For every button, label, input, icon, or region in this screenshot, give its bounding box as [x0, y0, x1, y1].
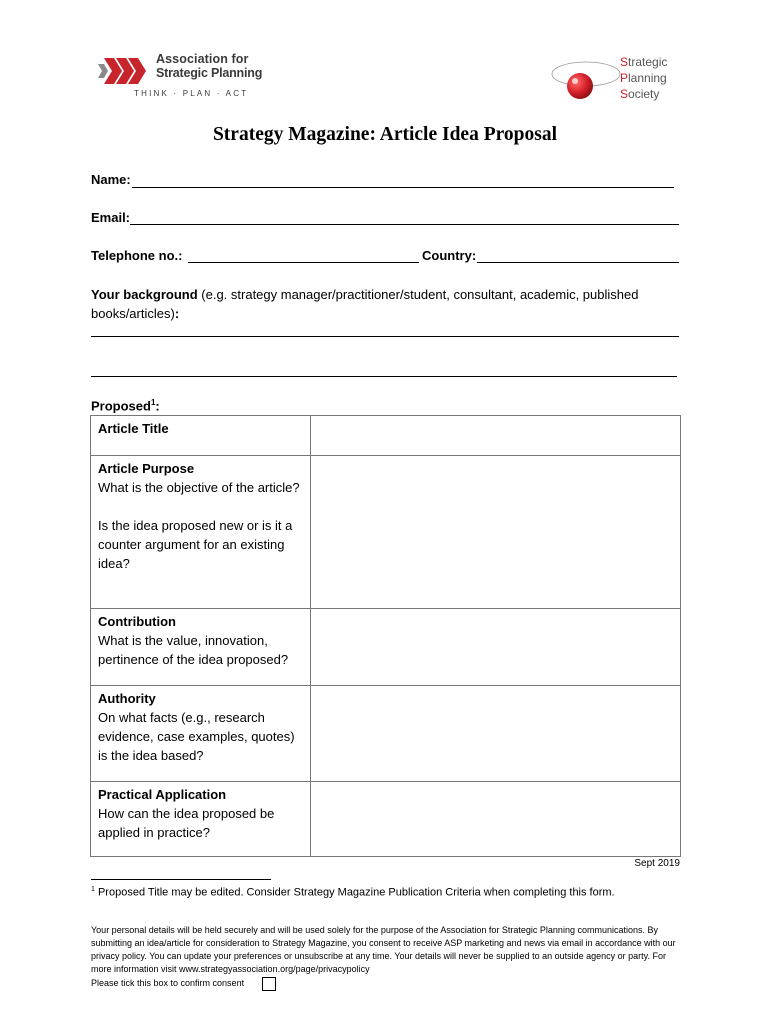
- table-row: [91, 416, 681, 456]
- consent-label: Please tick this box to confirm consent: [91, 978, 245, 988]
- sps-ball-icon: [550, 54, 622, 106]
- row-label: Practical Application How can the idea proposed be applied in practice?: [91, 782, 311, 857]
- table-row: [91, 686, 681, 782]
- telephone-field[interactable]: [188, 262, 419, 263]
- table-row: [91, 456, 681, 609]
- authority-cell[interactable]: [311, 686, 681, 782]
- article-purpose-cell[interactable]: [311, 456, 681, 609]
- contribution-cell[interactable]: [311, 609, 681, 686]
- privacy-statement: Your personal details will be held securely and will be used solely for the purpose of the Association for Strategic Planning communications. By submitting an idea/article for consideration to Strategy Magazine, you consent to receive ASP marketing and news via email in accordance with our privacy policy. You can update your preferences or unsubscribe at any time. Your details will never be supplied to an outside agency or party. For more information visit www.strategyassociation.org/page/privacypolicy: [91, 925, 676, 974]
- sps-logo: [550, 54, 680, 106]
- email-field[interactable]: [130, 224, 679, 225]
- asp-name-line2: Strategic Planning: [156, 66, 263, 80]
- table-row: [91, 782, 681, 857]
- consent-checkbox[interactable]: [262, 977, 276, 991]
- background-line-1[interactable]: [91, 336, 679, 337]
- name-field[interactable]: [132, 187, 674, 188]
- asp-chevrons-icon: [98, 56, 156, 86]
- footnote: $^1$ Proposed Title may be edited. Consider Strategy Magazine Publication Criteria when completing this form.: [91, 886, 615, 899]
- row-label: Contribution What is the value, innovation, pertinence of the idea proposed?: [91, 609, 311, 686]
- practical-application-cell[interactable]: [311, 782, 681, 857]
- background-prompt: Your background (e.g. strategy manager/practitioner/student, consultant, academic, published books/articles):: [91, 287, 639, 321]
- background-line-2[interactable]: [91, 376, 677, 377]
- row-label: Article Title: [91, 416, 311, 456]
- row-label: Authority On what facts (e.g., research evidence, case examples, quotes) is the idea based?: [91, 686, 311, 782]
- article-title-cell[interactable]: [311, 416, 681, 456]
- page-title: Strategy Magazine: Article Idea Proposal: [212, 124, 558, 145]
- telephone-label: Telephone no.:: [91, 248, 183, 263]
- form-date: Sept 2019: [634, 858, 680, 869]
- asp-logo: [98, 52, 263, 102]
- proposed-label: Proposed$^1$:: [91, 398, 160, 414]
- country-label: Country:: [422, 248, 477, 263]
- asp-name-line1: Association for: [156, 52, 249, 66]
- asp-tagline: THINK · PLAN · ACT: [134, 89, 249, 98]
- row-label: Article Purpose What is the objective of the article? Is the idea proposed new or is it a counter argument for an existing idea?: [91, 456, 311, 609]
- email-label: Email:: [91, 210, 131, 225]
- proposal-table: [90, 415, 681, 857]
- sps-name: Strategic Planning Society: [620, 55, 668, 101]
- country-field[interactable]: [477, 262, 679, 263]
- footnote-divider: [91, 879, 271, 880]
- name-label: Name:: [91, 172, 131, 187]
- table-row: [91, 609, 681, 686]
